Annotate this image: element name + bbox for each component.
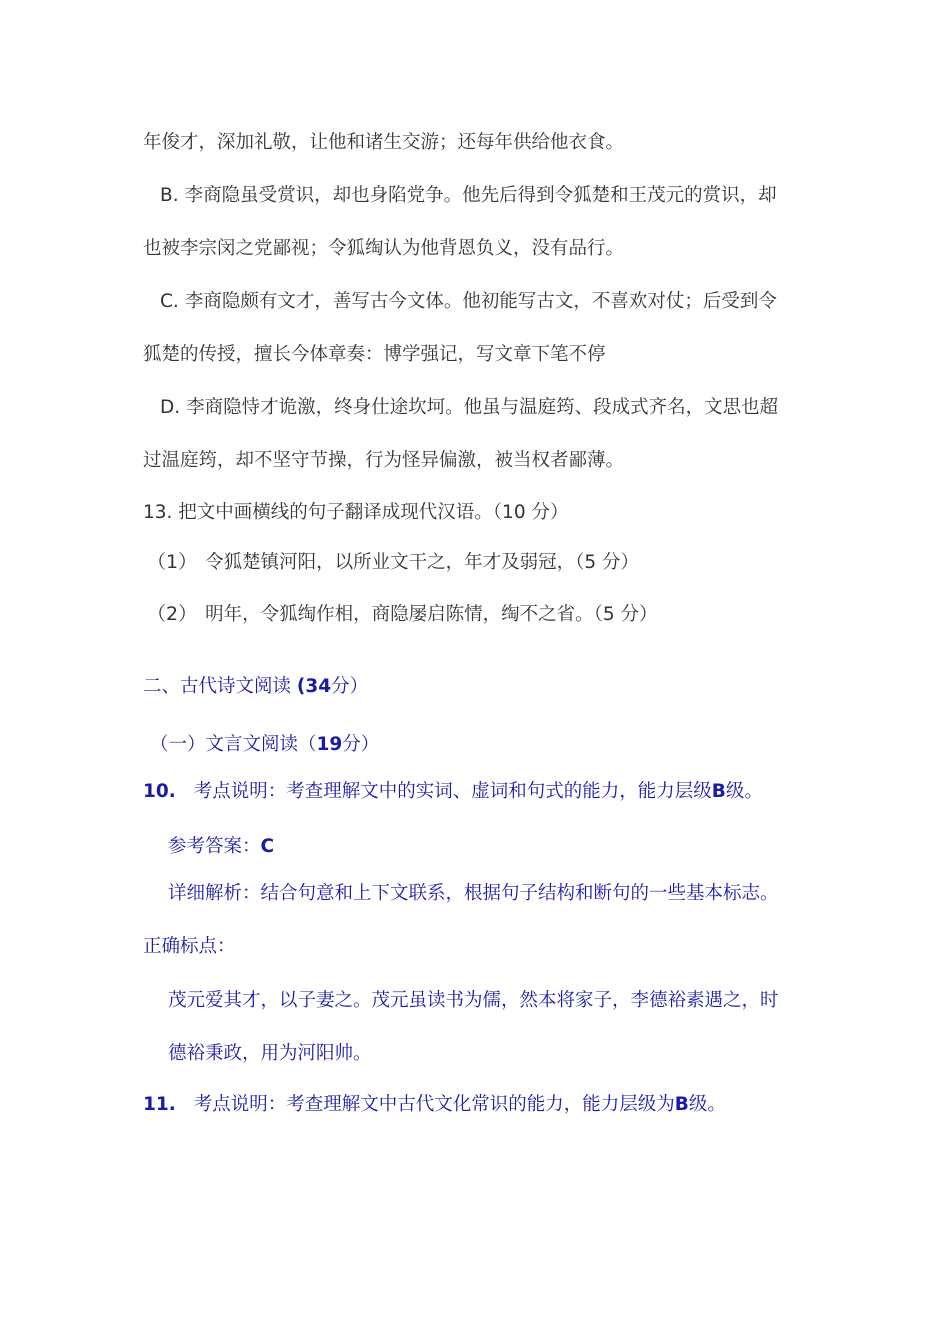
reference-value: C	[260, 836, 275, 857]
answer-suffix: 级。	[688, 1094, 726, 1115]
sub-number: （1）	[147, 551, 198, 573]
subheading-suffix: 分）	[342, 734, 380, 755]
option-text: 李商隐恃才诡激，终身仕途坎坷。他虽与温庭筠、段成式齐名，文思也超	[186, 397, 779, 418]
sub-text: 明年，令狐绹作相，商隐屡启陈情，绹不之省。（5 分）	[205, 604, 658, 625]
answer-10-detail: 详细解析：结合句意和上下文联系，根据句子结构和断句的一些基本标志。	[168, 883, 779, 904]
answer-number: 10.	[143, 781, 176, 802]
q12-option-a-tail: 年俊才，深加礼敬，让他和诸生交游；还每年供给他衣食。	[143, 132, 625, 153]
q12-option-c-line2: 狐楚的传授，擅长今体章奏：博学强记，写文章下笔不停	[143, 344, 606, 365]
subheading-score: 19	[316, 734, 343, 755]
q12-option-d-line2: 过温庭筠，却不坚守节操，行为怪异偏激，被当权者鄙薄。	[143, 450, 625, 471]
option-text: 李商隐虽受赏识，却也身陷党争。他先后得到令狐楚和王茂元的赏识，却	[184, 185, 777, 206]
q13-sub2	[147, 601, 658, 628]
subheading-text: （一）文言文阅读（	[150, 734, 317, 755]
sub-text: 令狐楚镇河阳，以所业文干之，年才及弱冠，（5 分）	[205, 552, 639, 573]
q12-option-b-line2: 也被李宗闵之党鄙视；令狐绹认为他背恩负义，没有品行。	[143, 238, 625, 259]
heading-suffix: 分）	[331, 676, 369, 697]
heading-score: (34	[296, 676, 332, 697]
answer-11	[143, 1092, 726, 1118]
answer-number: 11.	[143, 1094, 176, 1115]
reference-label: 参考答案：	[168, 836, 261, 857]
q12-option-b-line1	[160, 183, 777, 209]
q13-sub1	[147, 549, 639, 576]
answer-suffix: 级。	[725, 781, 763, 802]
answer-level: B	[674, 1094, 689, 1115]
answer-10-punct-label: 正确标点：	[143, 936, 236, 957]
option-text: 李商隐颇有文才，善写古今文体。他初能写古文，不喜欢对仗；后受到令	[184, 291, 777, 312]
answer-text: 考点说明：考查理解文中古代文化常识的能力，能力层级为	[193, 1094, 675, 1115]
sub-number: （2）	[147, 603, 198, 625]
answer-text: 考点说明：考查理解文中的实词、虚词和句式的能力，能力层级	[193, 781, 712, 802]
subsection-heading	[150, 732, 379, 758]
answer-10	[143, 779, 763, 805]
q13-prompt: 13. 把文中画横线的句子翻译成现代汉语。（10 分）	[143, 502, 569, 523]
answer-10-punct-line1: 茂元爱其才，以子妻之。茂元虽读书为儒，然本将家子，李德裕素遇之，时	[168, 990, 779, 1011]
q12-option-d-line1	[160, 395, 778, 421]
answer-10-reference	[168, 834, 274, 860]
option-letter: D.	[160, 397, 181, 418]
answer-10-punct-line2: 德裕秉政，用为河阳帅。	[168, 1043, 372, 1064]
option-letter: C.	[160, 291, 179, 312]
option-letter: B.	[160, 185, 179, 206]
heading-text: 二、古代诗文阅读	[143, 676, 292, 697]
section-two-heading	[143, 674, 368, 700]
q12-option-c-line1	[160, 289, 777, 315]
answer-level: B	[711, 781, 726, 802]
